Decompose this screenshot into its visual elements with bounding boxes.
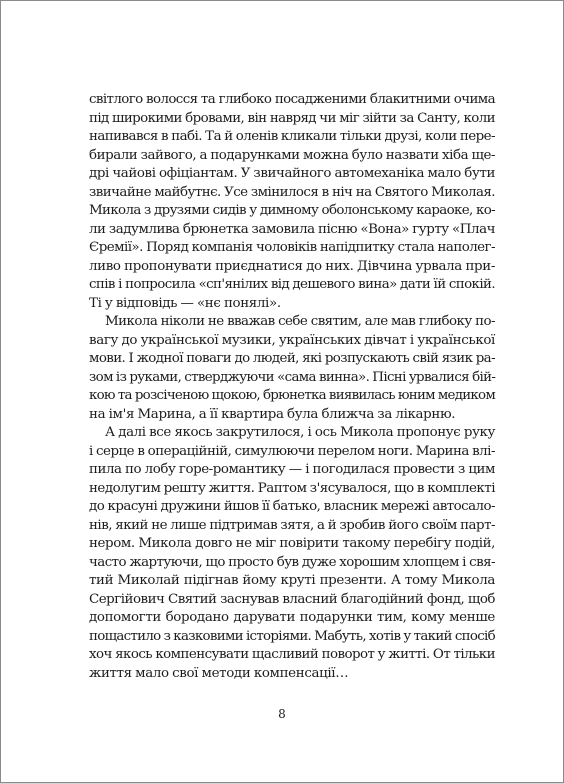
text-line: бирали зайвого, а подарунками можна було назвати хіба ще- xyxy=(89,147,495,163)
text-line: Сергійович Святий заснував власний благодійний фонд, щоб xyxy=(89,591,495,607)
text-line: і серце в операційній, симулюючи перелом ноги. Марина влі- xyxy=(89,443,495,459)
paragraph-3 xyxy=(89,424,495,683)
text-line: Ті у відповідь — «нє понялі». xyxy=(89,295,281,311)
text-line: під широкими бровами, він навряд чи міг зійти за Санту, коли xyxy=(89,110,495,126)
text-line: часто жартуючи, що просто був дуже хорошим хлопцем і свя- xyxy=(89,554,495,570)
text-line: вагу до української музики, українських дівчат і української xyxy=(89,332,495,348)
paragraph-1 xyxy=(89,91,495,313)
text-line: хоч якось компенсувати щасливий поворот у житті. От тільки xyxy=(89,647,495,662)
text-line: дрі чайові офіціантам. У звичайного автомеханіка мало бути xyxy=(89,166,495,181)
text-line: кою та розсіченою щокою, брюнетка виявилась юним медиком xyxy=(89,388,495,403)
text-line: світлого волосся та глибоко посадженими блакитними очима xyxy=(89,92,495,107)
text-line: пощастило з казковими історіями. Мабуть, хотів у такий спосіб xyxy=(89,628,495,644)
page-number: 8 xyxy=(278,707,286,721)
text-line: допомогти бородано дарувати подарунки тим, кому менше xyxy=(89,610,495,625)
text-line: спів і попросила «сп'янілих від дешевого вина» дати їй спокій. xyxy=(89,277,495,292)
page-body-text xyxy=(89,91,495,683)
text-line: життя мало свої методи компенсації… xyxy=(89,665,349,681)
text-line: Микола з друзями сидів у димному оболонському караоке, ко- xyxy=(89,203,495,218)
text-line: звичайне майбутнє. Усе змінилося в ніч на Святого Миколая. xyxy=(89,184,495,200)
text-line: напивався в пабі. Та й оленів кликали тільки друзі, коли пере- xyxy=(89,129,495,144)
text-line: мови. І жодної поваги до людей, які розпускають свій язик ра- xyxy=(89,351,495,366)
text-line: Єремії». Поряд компанія чоловіків напідпитку стала наполег- xyxy=(89,240,495,255)
text-line: на ім'я Марина, а її квартира була ближча за лікарню. xyxy=(89,406,456,422)
text-line: ливо пропонувати приєднатися до них. Дівчина урвала при- xyxy=(89,258,495,274)
text-line: недолугим решту життя. Раптом з'ясувалося, що в комплекті xyxy=(89,480,495,496)
text-line: А далі все якось закрутилося, і ось Микола пропонує руку xyxy=(105,425,495,440)
text-line: нів, який не лише підтримав зятя, а й зробив його своїм парт- xyxy=(89,517,495,533)
text-line: до красуні дружини йшов її батько, власник мережі автосало- xyxy=(89,499,495,514)
text-line: пила по лобу горе-романтику — і погодилася провести з цим xyxy=(89,462,495,477)
text-line: нером. Микола довго не міг повірити такому перебігу подій, xyxy=(89,536,495,551)
text-line: тий Миколай підігнав йому круті презенти. А тому Микола xyxy=(89,573,495,588)
text-line: зом із руками, стверджуючи «сама винна». Пісні урвалися бій- xyxy=(89,369,496,385)
text-line: ли задумлива брюнетка замовила пісню «Вона» гурту «Плач xyxy=(89,221,495,237)
text-line: Микола ніколи не вважав себе святим, але мав глибоку по- xyxy=(105,314,495,329)
paragraph-2 xyxy=(89,313,495,424)
